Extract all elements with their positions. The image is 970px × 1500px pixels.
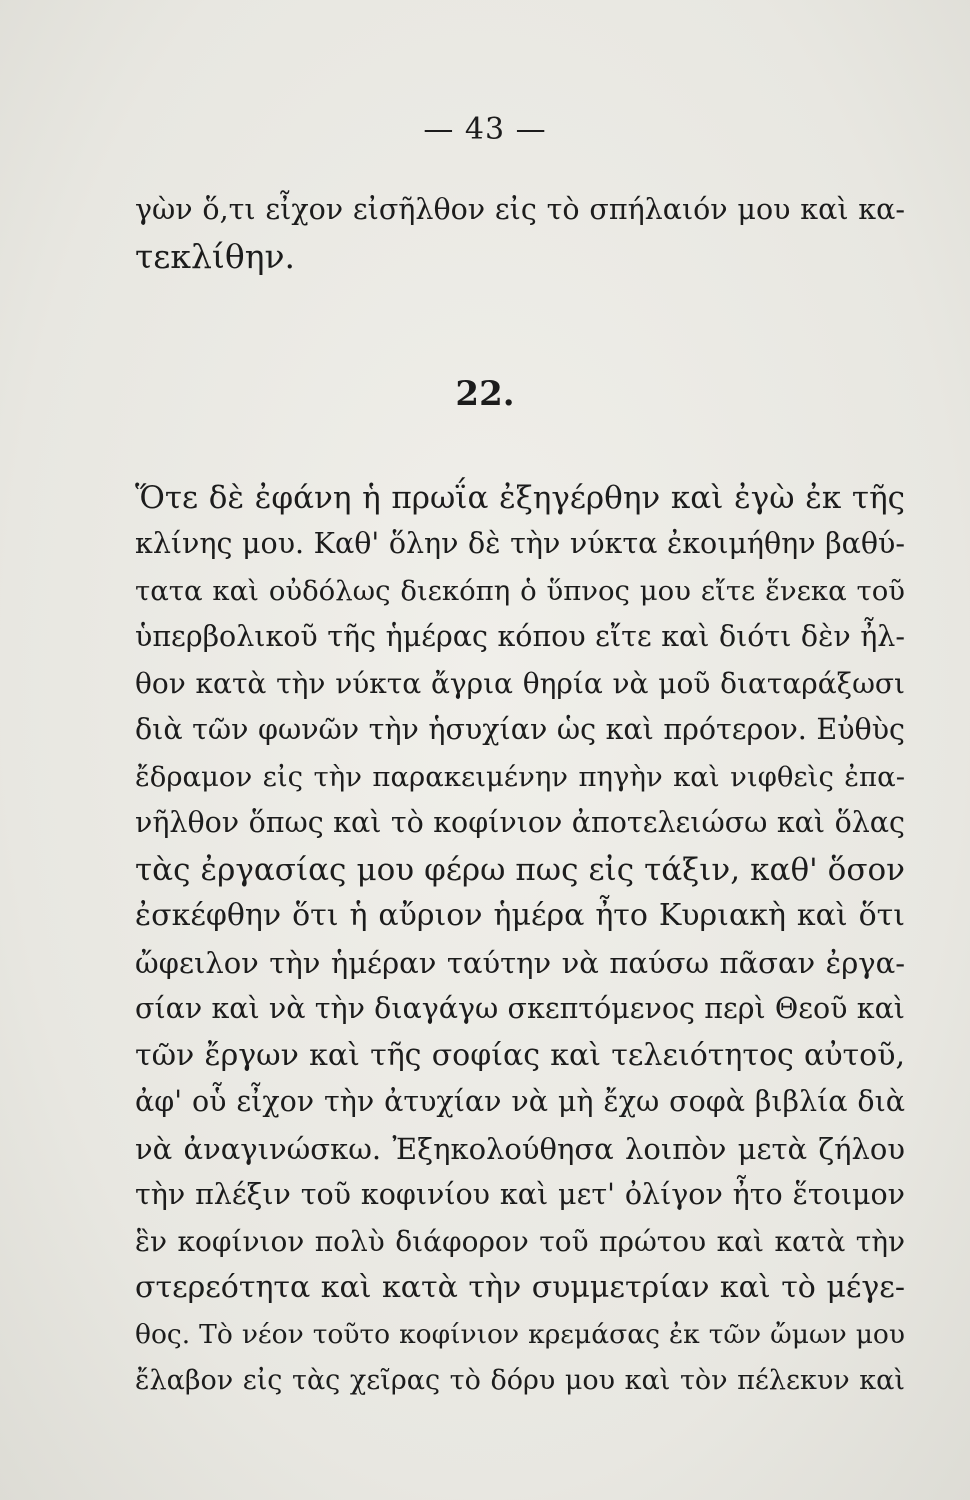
text-line: τὴν πλέξιν τοῦ κοφινίου καὶ μετ' ὀλίγον ἦτο ἕτοιμον — [135, 1178, 905, 1211]
text-line: ὑπερβολικοῦ τῆς ἡμέρας κόπου εἴτε καὶ διότι δὲν ἦλ- — [135, 620, 905, 653]
text-line: τεκλίθην. — [135, 237, 296, 276]
text-line: τατα καὶ οὐδόλως διεκόπη ὁ ὕπνος μου εἴτε ἕνεκα τοῦ — [135, 575, 905, 607]
text-line: Ὅτε δὲ ἐφάνη ἡ πρωΐα ἐξηγέρθην καὶ ἐγὼ ἐκ τῆς — [135, 480, 905, 516]
text-line: ἐσκέφθην ὅτι ἡ αὔριον ἡμέρα ἦτο Κυριακὴ καὶ ὅτι — [135, 898, 905, 933]
text-line: γὼν ὅ,τι εἶχον εἰσῆλθον εἰς τὸ σπήλαιόν μου καὶ κα- — [135, 193, 905, 226]
page-number: — 43 — — [423, 112, 547, 147]
text-line: διὰ τῶν φωνῶν τὴν ἡσυχίαν ὡς καὶ πρότερον. Εὐθὺς — [135, 713, 905, 746]
text-line: στερεότητα καὶ κατὰ τὴν συμμετρίαν καὶ τὸ μέγε- — [135, 1270, 905, 1305]
text-line: ὤφειλον τὴν ἡμέραν ταύτην νὰ παύσω πᾶσαν ἐργα- — [135, 946, 905, 980]
text-line: κλίνης μου. Καθ' ὅλην δὲ τὴν νύκτα ἐκοιμήθην βαθύ- — [135, 527, 905, 560]
text-line: σίαν καὶ νὰ τὴν διαγάγω σκεπτόμενος περὶ Θεοῦ καὶ — [135, 992, 905, 1025]
text-line: τῶν ἔργων καὶ τῆς σοφίας καὶ τελειότητος αὐτοῦ, — [135, 1038, 905, 1073]
text-line: νὰ ἀναγινώσκω. Ἐξηκολούθησα λοιπὸν μετὰ ζήλου — [135, 1132, 905, 1166]
text-line: τὰς ἐργασίας μου φέρω πως εἰς τάξιν, καθ' ὅσον — [135, 852, 905, 888]
text-line: ἓν κοφίνιον πολὺ διάφορον τοῦ πρώτου καὶ κατὰ τὴν — [135, 1225, 905, 1258]
text-line: θος. Τὸ νέον τοῦτο κοφίνιον κρεμάσας ἐκ τῶν ὤμων μου — [135, 1319, 905, 1350]
text-line: ἔλαβον εἰς τὰς χεῖρας τὸ δόρυ μου καὶ τὸν πέλεκυν καὶ — [135, 1365, 905, 1396]
section-number: 22. — [455, 374, 515, 414]
text-line: θον κατὰ τὴν νύκτα ἄγρια θηρία νὰ μοῦ διαταράξωσι — [135, 667, 905, 700]
text-line: νῆλθον ὅπως καὶ τὸ κοφίνιον ἀποτελειώσω καὶ ὅλας — [135, 806, 905, 839]
text-line: ἔδραμον εἰς τὴν παρακειμένην πηγὴν καὶ νιφθεὶς ἐπα- — [135, 761, 905, 793]
text-line: ἀφ' οὗ εἶχον τὴν ἀτυχίαν νὰ μὴ ἔχω σοφὰ βιβλία διὰ — [135, 1085, 905, 1118]
